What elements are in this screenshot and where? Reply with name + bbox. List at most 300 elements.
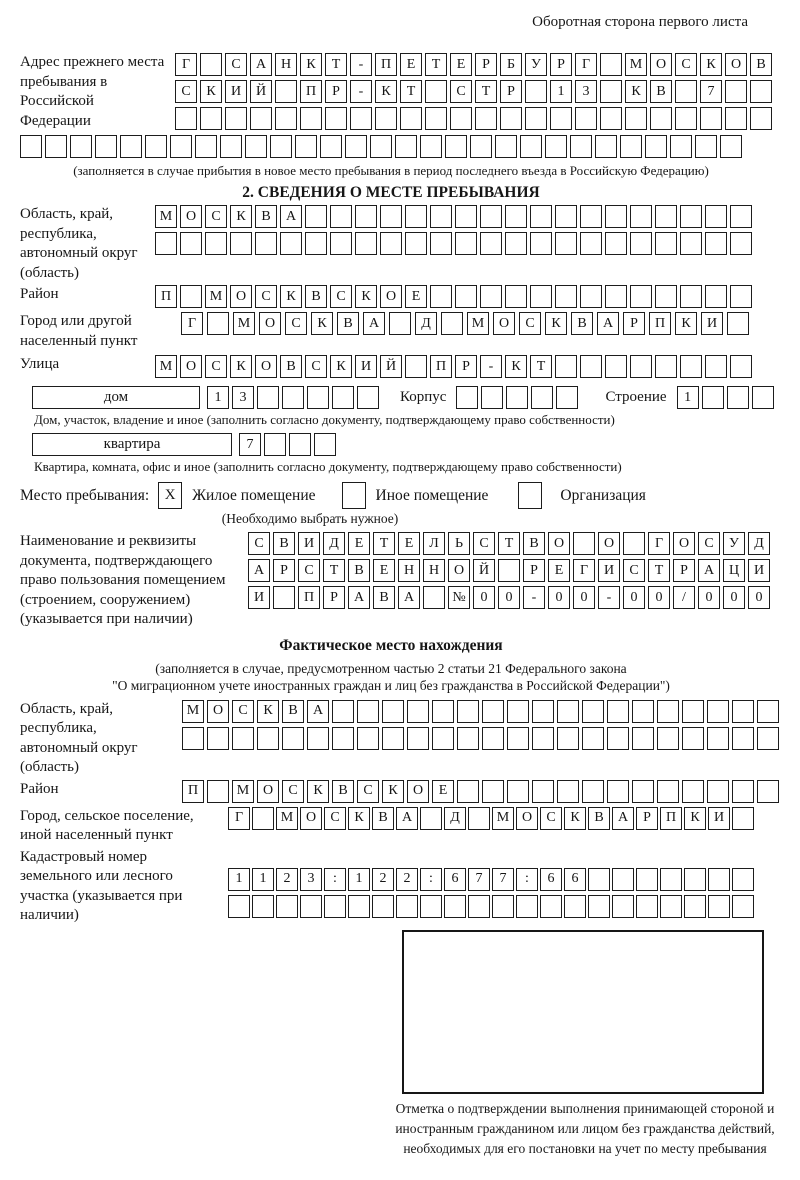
char-box: С xyxy=(330,285,352,308)
char-box xyxy=(675,80,697,103)
char-box xyxy=(207,780,229,803)
actual-location-title: Фактическое место нахождения xyxy=(279,636,503,654)
char-box: П xyxy=(298,586,320,609)
char-box: Р xyxy=(623,312,645,335)
char-box xyxy=(605,205,627,228)
char-box xyxy=(450,107,472,130)
char-box: К xyxy=(684,807,706,830)
char-box xyxy=(657,700,679,723)
char-box: Й xyxy=(473,559,495,582)
char-box: 3 xyxy=(232,386,254,409)
char-box xyxy=(155,232,177,255)
char-box: 0 xyxy=(623,586,645,609)
cadastral-boxes-1 xyxy=(228,868,754,891)
char-box: С xyxy=(623,559,645,582)
char-box xyxy=(600,107,622,130)
char-box xyxy=(525,107,547,130)
char-box xyxy=(580,355,602,378)
city-row xyxy=(20,312,762,351)
char-box xyxy=(255,232,277,255)
char-box xyxy=(600,53,622,76)
char-box xyxy=(516,895,538,918)
char-box xyxy=(555,205,577,228)
char-box xyxy=(530,205,552,228)
char-box: : xyxy=(324,868,346,891)
char-box xyxy=(612,895,634,918)
char-box: Г xyxy=(648,532,670,555)
char-box xyxy=(705,205,727,228)
stay-type-caption: (Необходимо выбрать нужное) xyxy=(221,511,399,526)
house-row xyxy=(20,386,762,409)
char-box: А xyxy=(398,586,420,609)
char-box xyxy=(750,80,772,103)
char-box xyxy=(707,727,729,750)
char-box: Е xyxy=(405,285,427,308)
char-box xyxy=(282,727,304,750)
char-box: К xyxy=(307,780,329,803)
char-box xyxy=(700,107,722,130)
char-box xyxy=(507,727,529,750)
char-box xyxy=(475,107,497,130)
char-box xyxy=(757,780,779,803)
cadastral-row xyxy=(20,848,762,926)
char-box: Д xyxy=(444,807,466,830)
region-label: Область, край, республика, автономный округ (область) xyxy=(20,206,138,281)
char-box xyxy=(175,107,197,130)
char-box: С xyxy=(324,807,346,830)
char-box: О xyxy=(300,807,322,830)
char-box: Л xyxy=(423,532,445,555)
char-box xyxy=(532,700,554,723)
char-box: 0 xyxy=(648,586,670,609)
char-box: О xyxy=(207,700,229,723)
char-box xyxy=(545,135,567,158)
char-box xyxy=(530,285,552,308)
char-box xyxy=(630,355,652,378)
char-box xyxy=(532,727,554,750)
char-box xyxy=(588,868,610,891)
char-box: С xyxy=(357,780,379,803)
char-box: В xyxy=(332,780,354,803)
char-box: О xyxy=(516,807,538,830)
region-boxes-1 xyxy=(155,205,752,228)
char-box xyxy=(257,386,279,409)
char-box: Е xyxy=(348,532,370,555)
char-box xyxy=(520,135,542,158)
char-box xyxy=(300,107,322,130)
char-box xyxy=(532,780,554,803)
char-box: С xyxy=(473,532,495,555)
char-box xyxy=(680,355,702,378)
char-box xyxy=(557,727,579,750)
char-box xyxy=(205,232,227,255)
prev-address-caption: (заполняется в случае прибытия в новое место пребывания в период последнего въезда в Российскую Федерацию) xyxy=(73,163,709,178)
char-box: С xyxy=(285,312,307,335)
actual-location-caption-2: "О миграционном учете иностранных граждан и лиц без гражданства в Российской Федерации") xyxy=(112,677,670,693)
char-box: М xyxy=(155,355,177,378)
char-box xyxy=(273,586,295,609)
char-box xyxy=(708,895,730,918)
char-box: К xyxy=(675,312,697,335)
char-box: Р xyxy=(475,53,497,76)
prev-address-row-2 xyxy=(175,80,772,103)
char-box xyxy=(655,355,677,378)
char-box xyxy=(492,895,514,918)
char-box: 6 xyxy=(540,868,562,891)
char-box xyxy=(645,135,667,158)
char-box xyxy=(655,285,677,308)
char-box xyxy=(195,135,217,158)
char-box xyxy=(732,868,754,891)
char-box xyxy=(457,780,479,803)
char-box: 7 xyxy=(468,868,490,891)
char-box xyxy=(432,727,454,750)
char-box: У xyxy=(525,53,547,76)
char-box xyxy=(531,386,553,409)
char-box xyxy=(582,780,604,803)
cadastral-boxes-2 xyxy=(228,895,754,918)
char-box xyxy=(620,135,642,158)
char-box: В xyxy=(255,205,277,228)
char-box xyxy=(732,895,754,918)
stay-type-checkbox-residential: X xyxy=(158,482,182,509)
char-box xyxy=(540,895,562,918)
char-box: М xyxy=(625,53,647,76)
char-box xyxy=(607,700,629,723)
char-box xyxy=(405,232,427,255)
ownership-doc-label: Наименование и реквизиты документа, подтверждающего право пользования помещением (строением, сооружением) (указывается при наличии) xyxy=(20,533,226,627)
char-box: Р xyxy=(550,53,572,76)
char-box xyxy=(348,895,370,918)
char-box: К xyxy=(355,285,377,308)
char-box: Е xyxy=(432,780,454,803)
char-box xyxy=(732,727,754,750)
char-box: Р xyxy=(273,559,295,582)
char-box: В xyxy=(348,559,370,582)
char-box xyxy=(705,232,727,255)
char-box: О xyxy=(230,285,252,308)
char-box xyxy=(675,107,697,130)
char-box xyxy=(580,232,602,255)
char-box xyxy=(708,868,730,891)
char-box xyxy=(582,700,604,723)
char-box: К xyxy=(330,355,352,378)
char-box: О xyxy=(548,532,570,555)
ownership-doc-row-3 xyxy=(248,586,770,609)
stay-type-row xyxy=(20,482,762,509)
confirmation-stamp-caption: Отметка о подтверждении выполнения принимающей стороной и иностранным гражданином или лицом без гражданства действий, необходимых для его постановки на учет по месту пребывания xyxy=(395,1100,775,1156)
char-box: А xyxy=(363,312,385,335)
char-box xyxy=(207,312,229,335)
char-box xyxy=(500,107,522,130)
char-box xyxy=(264,433,286,456)
char-box xyxy=(357,727,379,750)
char-box: Р xyxy=(673,559,695,582)
char-box xyxy=(632,727,654,750)
char-box xyxy=(725,80,747,103)
char-box xyxy=(380,205,402,228)
char-box: П xyxy=(660,807,682,830)
char-box: И xyxy=(701,312,723,335)
char-box: 6 xyxy=(564,868,586,891)
char-box: М xyxy=(205,285,227,308)
char-box xyxy=(200,53,222,76)
ownership-doc-block xyxy=(20,532,765,630)
prev-address-block xyxy=(20,53,766,131)
char-box xyxy=(370,135,392,158)
char-box: П xyxy=(649,312,671,335)
char-box: С xyxy=(450,80,472,103)
char-box xyxy=(684,895,706,918)
char-box xyxy=(395,135,417,158)
char-box xyxy=(682,727,704,750)
char-box xyxy=(420,895,442,918)
char-box: В xyxy=(282,700,304,723)
char-box xyxy=(506,386,528,409)
char-box: : xyxy=(516,868,538,891)
char-box: Т xyxy=(425,53,447,76)
char-box: Т xyxy=(530,355,552,378)
char-box xyxy=(564,895,586,918)
char-box xyxy=(482,780,504,803)
char-box xyxy=(636,895,658,918)
char-box: - xyxy=(523,586,545,609)
char-box xyxy=(180,285,202,308)
stay-type-option-other: Иное помещение xyxy=(375,486,489,504)
char-box: К xyxy=(545,312,567,335)
char-box xyxy=(730,355,752,378)
char-box: С xyxy=(255,285,277,308)
char-box xyxy=(330,205,352,228)
char-box: Г xyxy=(228,807,250,830)
char-box: Г xyxy=(181,312,203,335)
char-box: Й xyxy=(380,355,402,378)
char-box xyxy=(330,232,352,255)
char-box xyxy=(670,135,692,158)
char-box: Р xyxy=(523,559,545,582)
char-box: В xyxy=(337,312,359,335)
char-box: Ь xyxy=(448,532,470,555)
prev-address-label: Адрес прежнего места пребывания в Российской Федерации xyxy=(20,54,165,129)
char-box xyxy=(432,700,454,723)
char-box: К xyxy=(700,53,722,76)
char-box xyxy=(505,285,527,308)
city-label: Город или другой населенный пункт xyxy=(20,313,138,349)
char-box xyxy=(680,205,702,228)
char-box xyxy=(630,285,652,308)
char-box xyxy=(556,386,578,409)
char-box xyxy=(396,895,418,918)
char-box xyxy=(45,135,67,158)
char-box xyxy=(480,285,502,308)
char-box xyxy=(730,232,752,255)
char-box xyxy=(605,232,627,255)
char-box: 0 xyxy=(723,586,745,609)
char-box: А xyxy=(248,559,270,582)
char-box xyxy=(632,780,654,803)
char-box: - xyxy=(350,80,372,103)
char-box xyxy=(660,895,682,918)
char-box: Д xyxy=(748,532,770,555)
char-box xyxy=(482,700,504,723)
char-box: О xyxy=(650,53,672,76)
char-box xyxy=(145,135,167,158)
district-label: Район xyxy=(20,286,59,302)
prev-address-row-3 xyxy=(175,107,772,130)
char-box: Т xyxy=(373,532,395,555)
street-label: Улица xyxy=(20,356,60,372)
char-box xyxy=(20,135,42,158)
apartment-row xyxy=(20,433,762,456)
char-box xyxy=(625,107,647,130)
ownership-doc-row-2 xyxy=(248,559,770,582)
char-box xyxy=(732,700,754,723)
char-box xyxy=(230,232,252,255)
char-box xyxy=(357,386,379,409)
stay-type-label: Место пребывания: xyxy=(20,486,150,504)
char-box: 0 xyxy=(548,586,570,609)
char-box: Г xyxy=(573,559,595,582)
char-box: 3 xyxy=(300,868,322,891)
char-box: Т xyxy=(323,559,345,582)
char-box: 1 xyxy=(207,386,229,409)
char-box xyxy=(750,107,772,130)
char-box: С xyxy=(675,53,697,76)
char-box xyxy=(720,135,742,158)
char-box: А xyxy=(307,700,329,723)
char-box xyxy=(95,135,117,158)
char-box xyxy=(555,232,577,255)
char-box: Р xyxy=(455,355,477,378)
char-box xyxy=(498,559,520,582)
actual-district-label: Район xyxy=(20,780,59,797)
char-box xyxy=(430,205,452,228)
char-box xyxy=(325,107,347,130)
actual-district-boxes xyxy=(182,780,779,803)
char-box: Р xyxy=(636,807,658,830)
char-box: О xyxy=(180,205,202,228)
prev-address-row-1 xyxy=(175,53,772,76)
char-box: К xyxy=(375,80,397,103)
char-box: М xyxy=(233,312,255,335)
char-box: И xyxy=(708,807,730,830)
char-box: П xyxy=(430,355,452,378)
char-box xyxy=(557,700,579,723)
char-box xyxy=(695,135,717,158)
char-box xyxy=(636,868,658,891)
char-box xyxy=(332,386,354,409)
char-box xyxy=(228,895,250,918)
char-box xyxy=(430,232,452,255)
char-box xyxy=(170,135,192,158)
char-box xyxy=(441,312,463,335)
char-box: О xyxy=(180,355,202,378)
page-side-note: Оборотная сторона первого листа xyxy=(532,14,748,30)
char-box xyxy=(595,135,617,158)
char-box: С xyxy=(225,53,247,76)
char-box xyxy=(480,205,502,228)
char-box xyxy=(655,232,677,255)
char-box xyxy=(250,107,272,130)
char-box xyxy=(324,895,346,918)
char-box xyxy=(332,727,354,750)
char-box xyxy=(727,386,749,409)
char-box: Д xyxy=(415,312,437,335)
char-box xyxy=(355,232,377,255)
char-box xyxy=(468,807,490,830)
actual-region-row xyxy=(20,700,762,778)
char-box xyxy=(757,727,779,750)
actual-city-boxes xyxy=(228,807,754,830)
char-box xyxy=(725,107,747,130)
char-box xyxy=(657,727,679,750)
char-box: В xyxy=(650,80,672,103)
char-box xyxy=(300,895,322,918)
stroenie-boxes xyxy=(677,386,774,409)
char-box xyxy=(420,807,442,830)
char-box xyxy=(732,780,754,803)
actual-city-row xyxy=(20,807,762,846)
char-box xyxy=(407,700,429,723)
char-box xyxy=(405,205,427,228)
char-box xyxy=(707,700,729,723)
char-box xyxy=(120,135,142,158)
char-box xyxy=(660,868,682,891)
char-box: О xyxy=(598,532,620,555)
char-box xyxy=(525,80,547,103)
char-box xyxy=(707,780,729,803)
char-box: С xyxy=(282,780,304,803)
char-box: Й xyxy=(250,80,272,103)
stroenie-label: Строение xyxy=(605,389,667,405)
actual-district-row xyxy=(20,780,762,803)
stay-type-option-residential: Жилое помещение xyxy=(192,486,316,504)
char-box: С xyxy=(232,700,254,723)
district-boxes xyxy=(155,285,752,308)
char-box: 2 xyxy=(372,868,394,891)
char-box xyxy=(425,80,447,103)
char-box: Ц xyxy=(723,559,745,582)
char-box xyxy=(307,727,329,750)
prev-address-row-4 xyxy=(20,135,762,158)
char-box: А xyxy=(280,205,302,228)
char-box xyxy=(207,727,229,750)
char-box xyxy=(680,285,702,308)
char-box xyxy=(555,355,577,378)
char-box xyxy=(257,727,279,750)
char-box xyxy=(382,700,404,723)
char-box: С xyxy=(205,205,227,228)
char-box: О xyxy=(448,559,470,582)
region-boxes-2 xyxy=(155,232,752,255)
char-box xyxy=(505,205,527,228)
char-box xyxy=(655,205,677,228)
char-box: С xyxy=(519,312,541,335)
apartment-number-boxes xyxy=(239,433,336,456)
char-box: В xyxy=(571,312,593,335)
char-box: А xyxy=(348,586,370,609)
char-box xyxy=(505,232,527,255)
char-box: Б xyxy=(500,53,522,76)
char-box xyxy=(632,700,654,723)
char-box xyxy=(252,895,274,918)
char-box: В xyxy=(280,355,302,378)
char-box: К xyxy=(300,53,322,76)
char-box xyxy=(650,107,672,130)
char-box: : xyxy=(420,868,442,891)
char-box xyxy=(570,135,592,158)
char-box xyxy=(345,135,367,158)
